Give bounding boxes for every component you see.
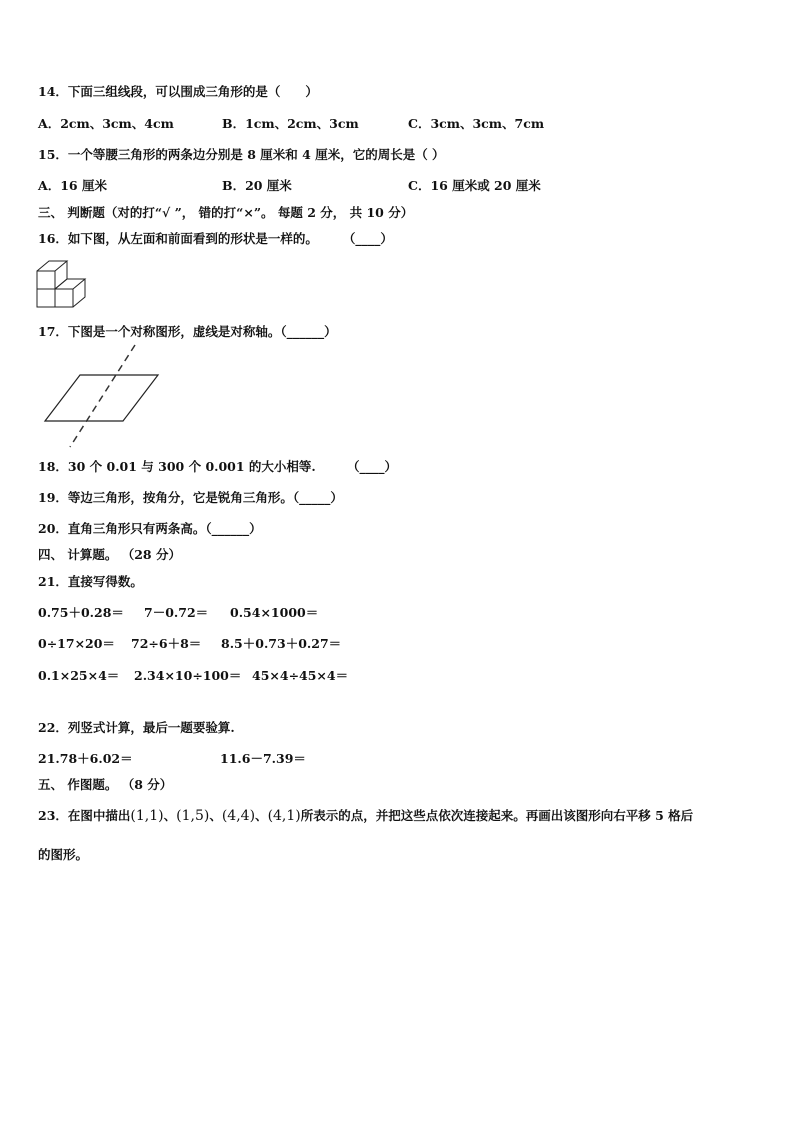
cube-stack-figure <box>36 258 88 308</box>
question-17: 17．下图是一个对称图形，虚线是对称轴。（______） <box>38 324 337 339</box>
calc-item: 0.75＋0.28＝ <box>38 605 124 620</box>
calc-item: 0.54×1000＝ <box>230 605 319 620</box>
point-4: (4,1) <box>267 808 301 824</box>
section-5-heading: 五、 作图题。 （8 分） <box>38 777 173 792</box>
section-4-heading: 四、 计算题。 （28 分） <box>38 547 181 562</box>
vertical-calc-item: 11.6－7.39＝ <box>220 751 306 766</box>
vertical-calc-item: 21.78＋6.02＝ <box>38 751 133 766</box>
question-20: 20．直角三角形只有两条高。（______） <box>38 521 262 536</box>
calc-item: 7－0.72＝ <box>144 605 209 620</box>
question-23-line-1 <box>38 806 693 824</box>
q15-option-b: B．20 厘米 <box>222 178 292 193</box>
point-1: (1,1) <box>130 808 164 824</box>
point-3: (4,4) <box>221 808 256 824</box>
question-19: 19．等边三角形，按角分，它是锐角三角形。（_____） <box>38 490 343 505</box>
q15-option-a: A．16 厘米 <box>38 178 107 193</box>
q15-option-c: C．16 厘米或 20 厘米 <box>408 178 541 193</box>
question-22-stem: 22．列竖式计算，最后一题要验算. <box>38 720 235 735</box>
q23-separator: 、 <box>209 808 222 823</box>
question-14-stem: 14．下面三组线段，可以围成三角形的是（ ） <box>38 84 318 99</box>
question-15-stem: 15．一个等腰三角形的两条边分别是 8 厘米和 4 厘米，它的周长是（ ） <box>38 147 445 162</box>
question-21-stem: 21．直接写得数。 <box>38 574 143 589</box>
section-3-heading: 三、 判断题（对的打“√ ”， 错的打“×”。 每题 2 分， 共 10 分） <box>38 205 414 220</box>
calc-item: 72÷6＋8＝ <box>131 636 202 651</box>
q23-prefix: 23．在图中描出 <box>38 808 131 823</box>
point-2: (1,5) <box>176 808 210 824</box>
calc-item: 0.1×25×4＝ <box>38 668 120 683</box>
symmetry-axis-dashed-line <box>70 345 135 447</box>
parallelogram-figure <box>40 343 165 451</box>
q23-separator: 、 <box>255 808 268 823</box>
calc-item: 8.5＋0.73＋0.27＝ <box>221 636 342 651</box>
q14-option-c: C．3cm、3cm、7cm <box>408 116 545 131</box>
calc-item: 45×4÷45×4＝ <box>252 668 349 683</box>
question-18: 18．30 个 0.01 与 300 个 0.001 的大小相等. （____） <box>38 459 398 474</box>
q23-suffix: 所表示的点，并把这些点依次连接起来。再画出该图形向右平移 5 格后 <box>300 808 694 823</box>
q14-option-a: A．2cm、3cm、4cm <box>38 116 174 131</box>
question-23-line-2: 的图形。 <box>38 847 89 862</box>
calc-item: 0÷17×20＝ <box>38 636 115 651</box>
calc-item: 2.34×10÷100＝ <box>134 668 242 683</box>
q23-separator: 、 <box>163 808 177 823</box>
q14-option-b: B．1cm、2cm、3cm <box>222 116 359 131</box>
question-16: 16．如下图，从左面和前面看到的形状是一样的。 （____） <box>38 231 393 246</box>
